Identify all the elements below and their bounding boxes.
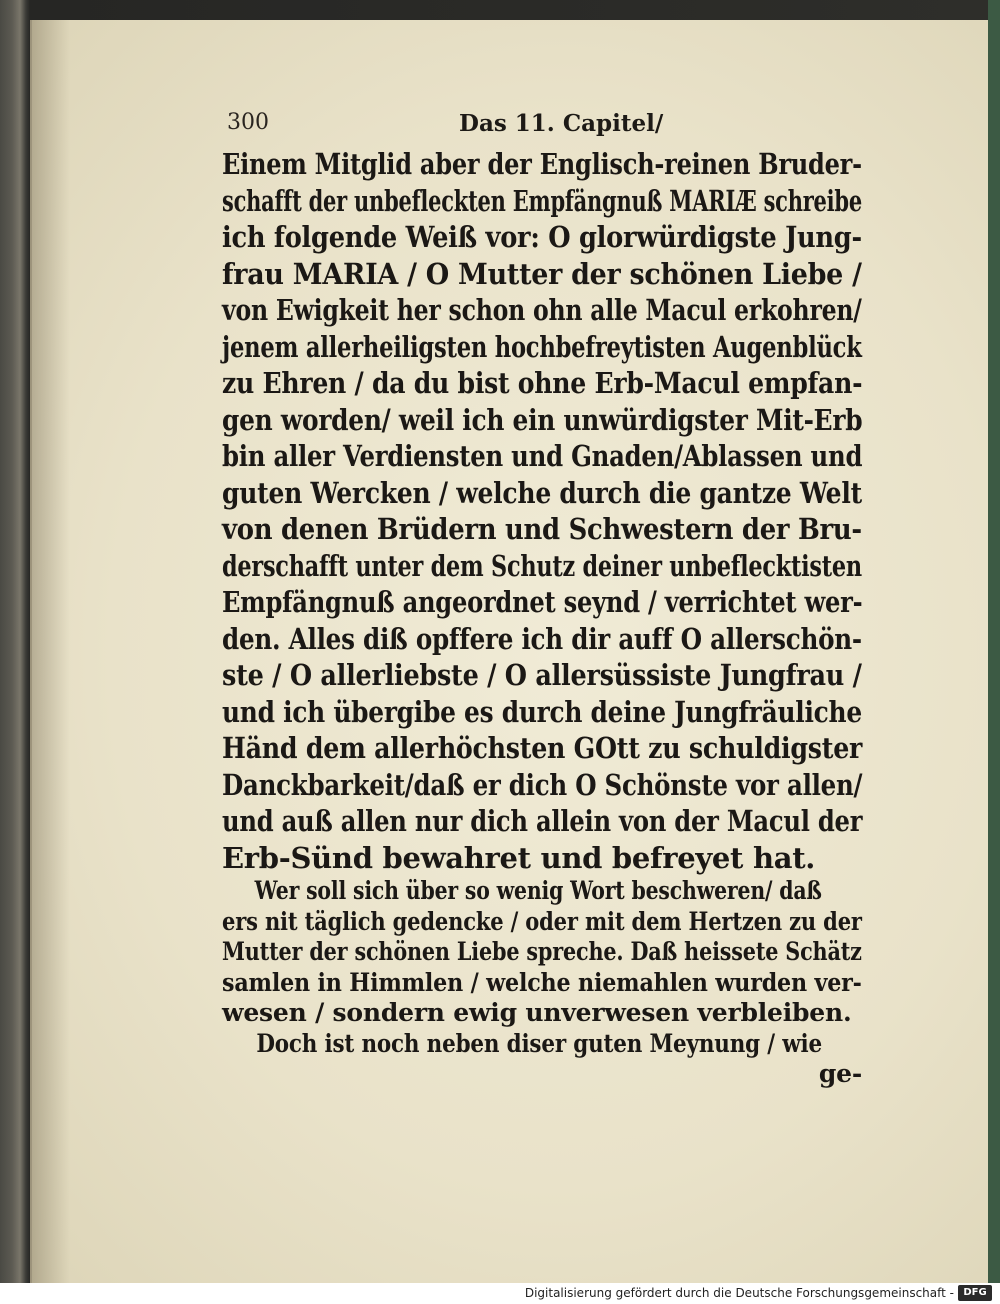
paragraph-1 [222,146,862,876]
text-line: Empfängnuß angeordnet seynd / verrichtet wer- [222,585,863,619]
text-line: Wer soll sich über so wenig Wort beschweren/ daß [254,876,822,905]
text-line: von Ewigkeit her schon ohn alle Macul erkohren/ [222,293,862,327]
text-line: und ich übergibe es durch deine Jungfräuliche [222,694,862,729]
funding-notice: Digitalisierung gefördert durch die Deutsche Forschungsgemeinschaft - [524,1286,954,1300]
dfg-logo-icon: DFG [958,1285,992,1301]
catchword: ge- [818,1059,862,1088]
text-line: den. Alles diß opffere ich dir auff O allerschön- [222,621,862,656]
text-line: ich folgende Weiß vor: O glorwürdigste Jung- [222,220,862,254]
text-line: zu Ehren / da du bist ohne Erb-Macul empfan- [222,366,863,400]
text-line: frau MARIA / O Mutter der schönen Liebe / [222,256,862,291]
text-line: bin aller Verdiensten und Gnaden/Ablassen und [222,439,863,473]
book-cover-edge [988,0,1000,1283]
page-header [227,110,857,144]
text-line: ers nit täglich gedencke / oder mit dem Hertzen zu der [222,906,862,936]
text-line: Mutter der schönen Liebe spreche. Daß heissete Schätz [222,937,862,966]
text-line: gen worden/ weil ich ein unwürdigster Mit-Erb [222,402,863,437]
text-line: Danckbarkeit/daß er dich O Schönste vor allen/ [222,767,863,802]
page-gutter-shadow [30,20,70,1283]
running-title: Das 11. Capitel/ [459,110,664,137]
text-line: Einem Mitglid aber der Englisch-reinen Bruder- [222,147,862,181]
page-body [222,146,862,1090]
page-number: 300 [227,110,269,135]
text-line: samlen in Himmlen / welche niemahlen wurden ver- [222,967,862,997]
text-line: jenem allerheiligsten hochbefreytisten Augenblück [222,329,862,364]
text-line: wesen / sondern ewig unverwesen verbleiben. [222,998,852,1027]
text-line: Erb-Sünd bewahret und befreyet hat. [222,840,816,875]
text-line: guten Wercken / welche durch die gantze Welt [222,475,862,510]
text-line: von denen Brüdern und Schwestern der Bru- [222,512,862,546]
text-line: und auß allen nur dich allein von der Macul der [222,804,863,838]
paragraph-2 [222,876,862,1029]
text-line: Doch ist noch neben diser guten Meynung / wie [256,1028,822,1058]
digitization-footer [0,1283,1000,1304]
text-line: derschafft unter dem Schutz deiner unbeflecktisten [222,548,862,583]
text-line: Händ dem allerhöchsten GOtt zu schuldigster [222,731,863,765]
paragraph-3 [222,1029,862,1090]
text-line: ste / O allerliebste / O allersüssiste Jungfrau / [222,658,862,692]
text-line: schafft der unbefleckten Empfängnuß MARIÆ schreibe [222,183,862,218]
